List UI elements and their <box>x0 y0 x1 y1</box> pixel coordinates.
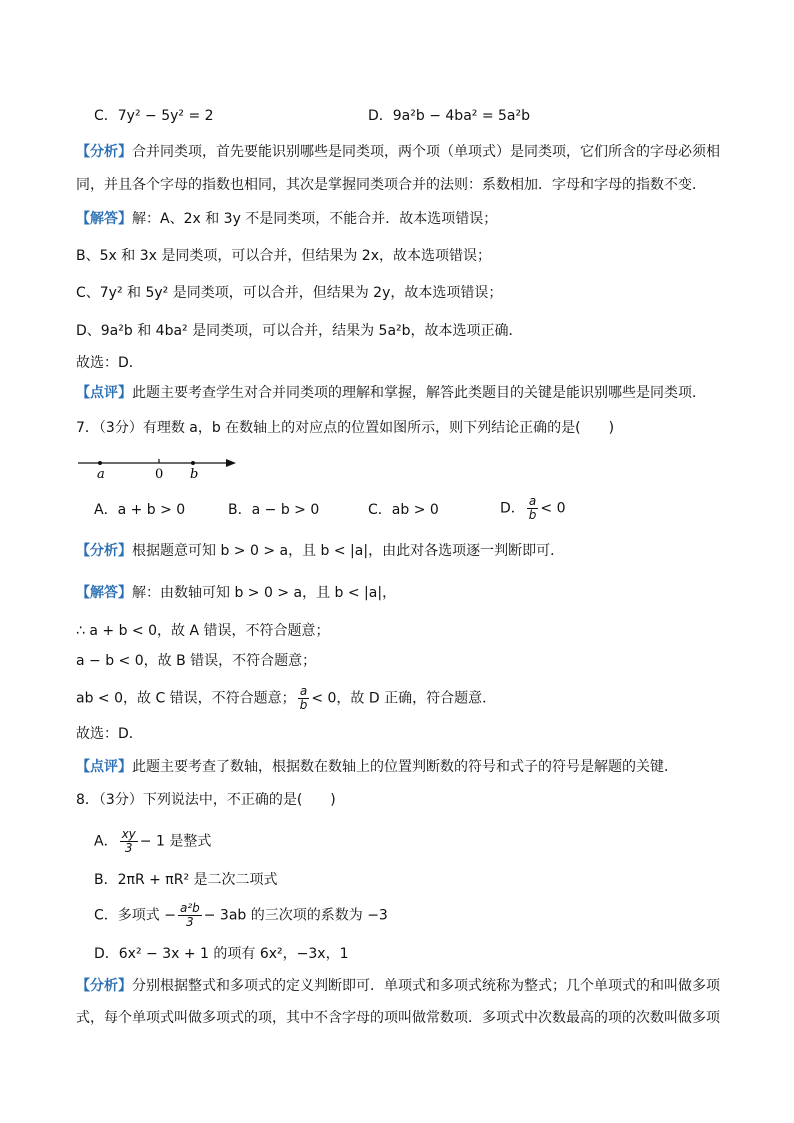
q7-option-d-suffix: < 0 <box>540 500 566 517</box>
fraction-denominator: b <box>528 508 537 522</box>
fraction-numerator: a <box>528 494 537 508</box>
point-a <box>98 461 102 465</box>
q8-option-c-prefix: C．多项式 − <box>94 907 176 924</box>
fraction-denominator: b <box>299 698 308 712</box>
q7-solution-line-4 <box>76 685 496 712</box>
q8-option-a-fraction <box>120 828 138 855</box>
fraction-denominator: 3 <box>186 915 194 929</box>
q6-option-c: C．7y² − 5y² = 2 <box>94 108 214 124</box>
q7-stem: 7．（3分）有理数 a，b 在数轴上的对应点的位置如图所示，则下列结论正确的是( ) <box>76 420 615 436</box>
q7-analysis-line <box>76 541 564 561</box>
q8-option-b: B．2πR + πR² 是二次二项式 <box>94 872 278 888</box>
q6-choice: 故选：D． <box>76 355 143 371</box>
fraction-numerator: a <box>299 684 308 698</box>
q7-solution-4-post: < 0，故 D 正确，符合题意． <box>311 690 497 707</box>
q7-solution-line-3: a − b < 0，故 B 错误，不符合题意； <box>76 653 317 669</box>
q7-option-d-prefix: D． <box>500 500 525 517</box>
q8-option-c-fraction <box>178 902 202 929</box>
label-zero: 0 <box>155 467 164 482</box>
analysis-tag: 【分析】 <box>76 978 132 994</box>
q7-choice: 故选：D． <box>76 726 143 742</box>
q7-comment-line <box>76 757 678 777</box>
solution-tag: 【解答】 <box>76 211 132 227</box>
solution-tag: 【解答】 <box>76 585 132 601</box>
fraction-denominator: 3 <box>124 841 133 855</box>
q7-option-a: A．a + b > 0 <box>94 502 186 518</box>
q7-analysis-text: 根据题意可知 b > 0 > a，且 b < |a|，由此对各选项逐一判断即可． <box>132 543 565 559</box>
q8-option-d: D．6x² − 3x + 1 的项有 6x²，−3x，1 <box>94 946 349 962</box>
number-line-arrow-icon <box>226 459 236 467</box>
analysis-tag: 【分析】 <box>76 144 132 160</box>
q6-solution-line-3: C、7y² 和 5y² 是同类项，可以合并，但结果为 2y，故本选项错误； <box>76 285 503 301</box>
q6-comment-text: 此题主要考查学生对合并同类项的理解和掌握，解答此类题目的关键是能识别哪些是同类项． <box>132 385 706 401</box>
label-a: a <box>97 467 105 482</box>
q7-option-b: B．a − b > 0 <box>228 502 320 518</box>
q6-analysis-text-1: 合并同类项，首先要能识别哪些是同类项，两个项（单项式）是同类项，它们所含的字母必须相 <box>132 144 720 160</box>
fraction-numerator: a²b <box>179 901 200 915</box>
q8-option-c <box>94 902 388 929</box>
q8-analysis-line-1 <box>76 976 720 996</box>
q7-solution-4-fraction <box>298 685 310 712</box>
q7-comment-text: 此题主要考查了数轴，根据数在数轴上的位置判断数的符号和式子的符号是解题的关键． <box>132 759 678 775</box>
fraction-numerator: xy <box>121 827 136 841</box>
q8-option-a-prefix: A． <box>94 833 118 850</box>
q8-option-a-suffix: − 1 是整式 <box>139 833 212 850</box>
q7-option-d-fraction <box>527 495 539 522</box>
analysis-tag: 【分析】 <box>76 543 132 559</box>
q7-solution-4-pre: ab < 0，故 C 错误，不符合题意； <box>76 690 296 707</box>
q8-analysis-text-1: 分别根据整式和多项式的定义判断即可．单项式和多项式统称为整式；几个单项式的和叫做多项 <box>132 978 720 994</box>
q8-analysis-line-2: 式，每个单项式叫做多项式的项，其中不含字母的项叫做常数项．多项式中次数最高的项的次数叫做多项 <box>76 1010 720 1026</box>
q8-option-a <box>94 828 211 855</box>
label-b: b <box>190 467 199 482</box>
comment-tag: 【点评】 <box>76 759 132 775</box>
q7-option-d <box>500 495 566 522</box>
q6-analysis-line-2: 同，并且各个字母的指数也相同，其次是掌握同类项合并的法则：系数相加．字母和字母的指数不变． <box>76 177 706 193</box>
q6-option-d: D．9a²b − 4ba² = 5a²b <box>368 108 530 124</box>
q6-solution-text-1: 解：A、2x 和 3y 不是同类项，不能合并．故本选项错误； <box>132 211 498 227</box>
q7-solution-text-1: 解：由数轴可知 b > 0 > a，且 b < |a|， <box>132 585 397 601</box>
comment-tag: 【点评】 <box>76 385 132 401</box>
q7-option-c: C．ab > 0 <box>368 502 439 518</box>
q8-option-c-suffix: − 3ab 的三次项的系数为 −3 <box>203 907 388 924</box>
point-b <box>191 461 195 465</box>
q6-solution-line-4: D、9a²b 和 4ba² 是同类项，可以合并，结果为 5a²b，故本选项正确． <box>76 323 523 339</box>
q8-stem: 8．（3分）下列说法中，不正确的是( ) <box>76 792 336 808</box>
q6-solution-line-2: B、5x 和 3x 是同类项，可以合并，但结果为 2x，故本选项错误； <box>76 248 491 264</box>
q7-solution-line-1 <box>76 583 396 603</box>
q7-solution-line-2: ∴ a + b < 0，故 A 错误，不符合题意； <box>76 623 330 639</box>
